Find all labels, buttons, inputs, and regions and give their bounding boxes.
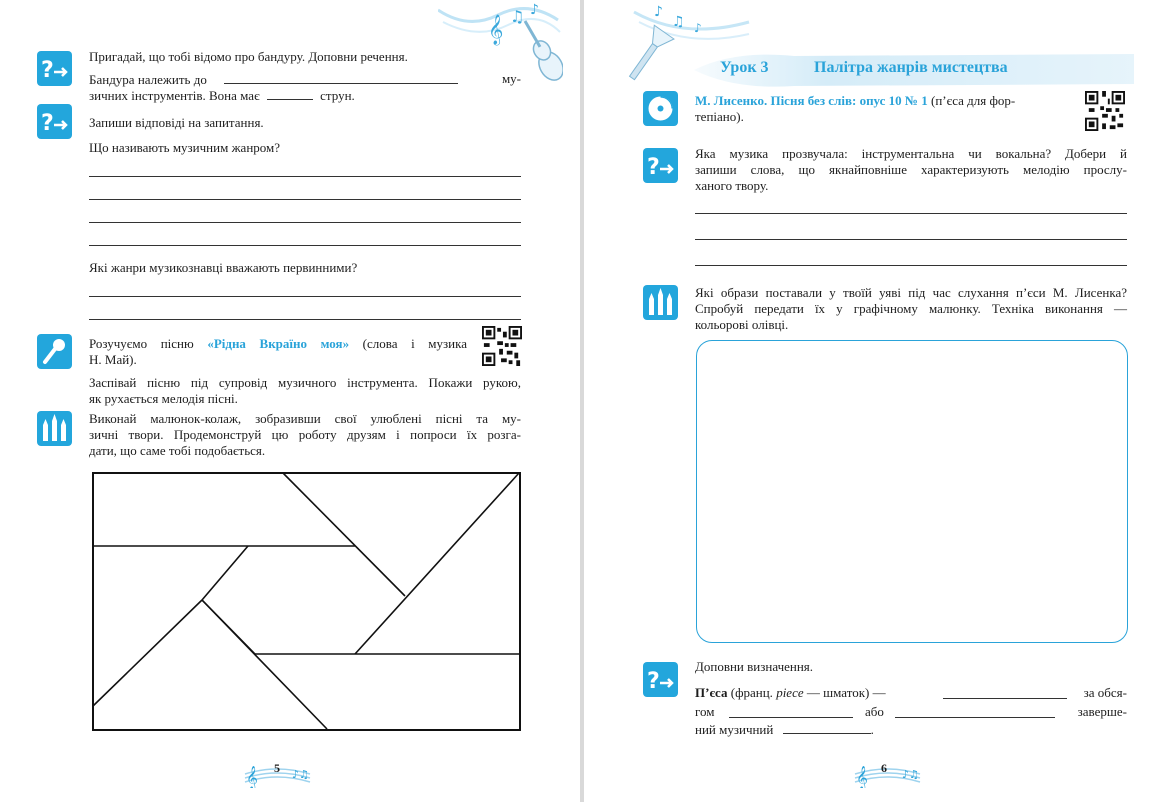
definition-blank-3[interactable] [895,705,1055,718]
answer-line[interactable] [89,296,521,297]
svg-text:♪: ♪ [694,21,702,35]
answer-line[interactable] [89,176,521,177]
page-number: 5 [274,761,280,775]
collage-line3: дати, що саме тобі подобається. [89,443,266,458]
collage-line2: зичні твори. Продемонструй цю роботу друзям і попроси їх розга- [89,427,521,442]
collage-line1: Виконай малюнок-колаж, зобразивши свої улюблені пісні та му- [89,411,521,426]
listening-line2: тепіано). [695,109,744,124]
right-page [584,0,1163,802]
answer-line[interactable] [695,213,1127,214]
tangram-collage-frame[interactable] [92,472,522,732]
svg-text:?: ? [41,58,54,83]
sing-instruction-line2: як рухається мелодія пісні. [89,391,238,406]
qr-code-icon[interactable] [482,326,522,366]
question-arrow-icon [37,51,72,86]
strings-count-blank[interactable] [267,87,313,100]
definition-blank-1[interactable] [943,686,1067,699]
page-number: 6 [881,761,887,775]
music-type-question-line3: ханого твору. [695,178,769,193]
answer-line[interactable] [89,222,521,223]
drawing-area-frame[interactable] [696,340,1128,643]
answer-line[interactable] [695,239,1127,240]
definition-line3: ний музичний . [695,722,874,737]
listening-piece-title: М. Лисенко. Пісня без слів: опус 10 № 1 [695,93,928,108]
answer-line[interactable] [695,265,1127,266]
bandura-sentence-line1: Бандура належить до му- [89,71,521,87]
left-page [0,0,580,802]
answer-line[interactable] [89,199,521,200]
qr-code-icon[interactable] [1085,91,1125,131]
learn-song-line1: Розучуємо пісню «Рідна Вкраїно моя» (слова і музика [89,336,467,351]
lesson-number: Урок 3 [720,59,769,76]
definition-blank-4[interactable] [783,721,871,734]
castle-drawing-icon [643,285,678,320]
listening-line1: М. Лисенко. Пісня без слів: опус 10 № 1 (п’єса для фор- [695,93,1016,108]
answer-questions-prompt: Запиши відповіді на запитання. [89,115,264,130]
svg-text:?: ? [647,155,660,180]
svg-text:𝄞: 𝄞 [856,765,868,788]
svg-text:?: ? [647,669,660,694]
castle-drawing-icon [37,411,72,446]
microphone-icon [37,334,72,369]
cd-disc-icon [643,91,678,126]
answer-line[interactable] [89,245,521,246]
images-question-line2: Спробуй передати їх у графічному малюнку. Техніка виконання — [695,301,1127,316]
music-type-question-line2: запиши слова, що якнайповніше характеризують мелодію прослу- [695,162,1127,177]
svg-text:𝄞: 𝄞 [246,765,258,788]
bandura-sentence-line2: зичних інструментів. Вона має струн. [89,88,355,103]
answer-line[interactable] [89,319,521,320]
song-title: «Рідна Вкраїно моя» [207,336,350,351]
definition-term: П’єса [695,685,728,700]
definition-prompt: Доповни визначення. [695,659,814,674]
svg-text:♫: ♫ [510,7,525,26]
svg-text:♫: ♫ [672,14,685,30]
music-type-question-line1: Яка музика прозвучала: інструментальна чи вокальна? Добери й [695,146,1127,161]
question-arrow-icon [643,148,678,183]
sing-instruction-line1: Заспівай пісню під супровід музичного інструмента. Покажи рукою, [89,375,521,390]
svg-text:♪: ♪ [654,4,663,20]
definition-line2: гом або заверше- [695,704,1127,719]
question-arrow-icon [37,104,72,139]
images-question-line3: кольорові олівці. [695,317,789,332]
svg-text:♪♫: ♪♫ [902,768,919,781]
lesson-title: Палітра жанрів мистецтва [814,59,1008,76]
svg-text:♪: ♪ [530,2,539,18]
learn-song-line2: Н. Май). [89,352,137,367]
svg-text:𝄞: 𝄞 [488,15,504,45]
definition-blank-2[interactable] [729,705,853,718]
music-staff-ornament [850,758,925,788]
question-primary-genres: Які жанри музикознавці вважають первинними? [89,260,358,275]
svg-text:?: ? [41,111,54,136]
question-arrow-icon [643,662,678,697]
images-question-line1: Які образи поставали у твоїй уяві під час слухання п’єси М. Лисенка? [695,285,1127,300]
bandura-prompt: Пригадай, що тобі відомо про бандуру. Доповни речення. [89,49,408,64]
question-music-genre: Що називають музичним жанром? [89,140,281,155]
instrument-type-blank[interactable] [224,71,458,84]
svg-text:♪♫: ♪♫ [292,768,309,781]
definition-line1: П’єса (франц. piece — шматок) — за обся- [695,685,1127,700]
